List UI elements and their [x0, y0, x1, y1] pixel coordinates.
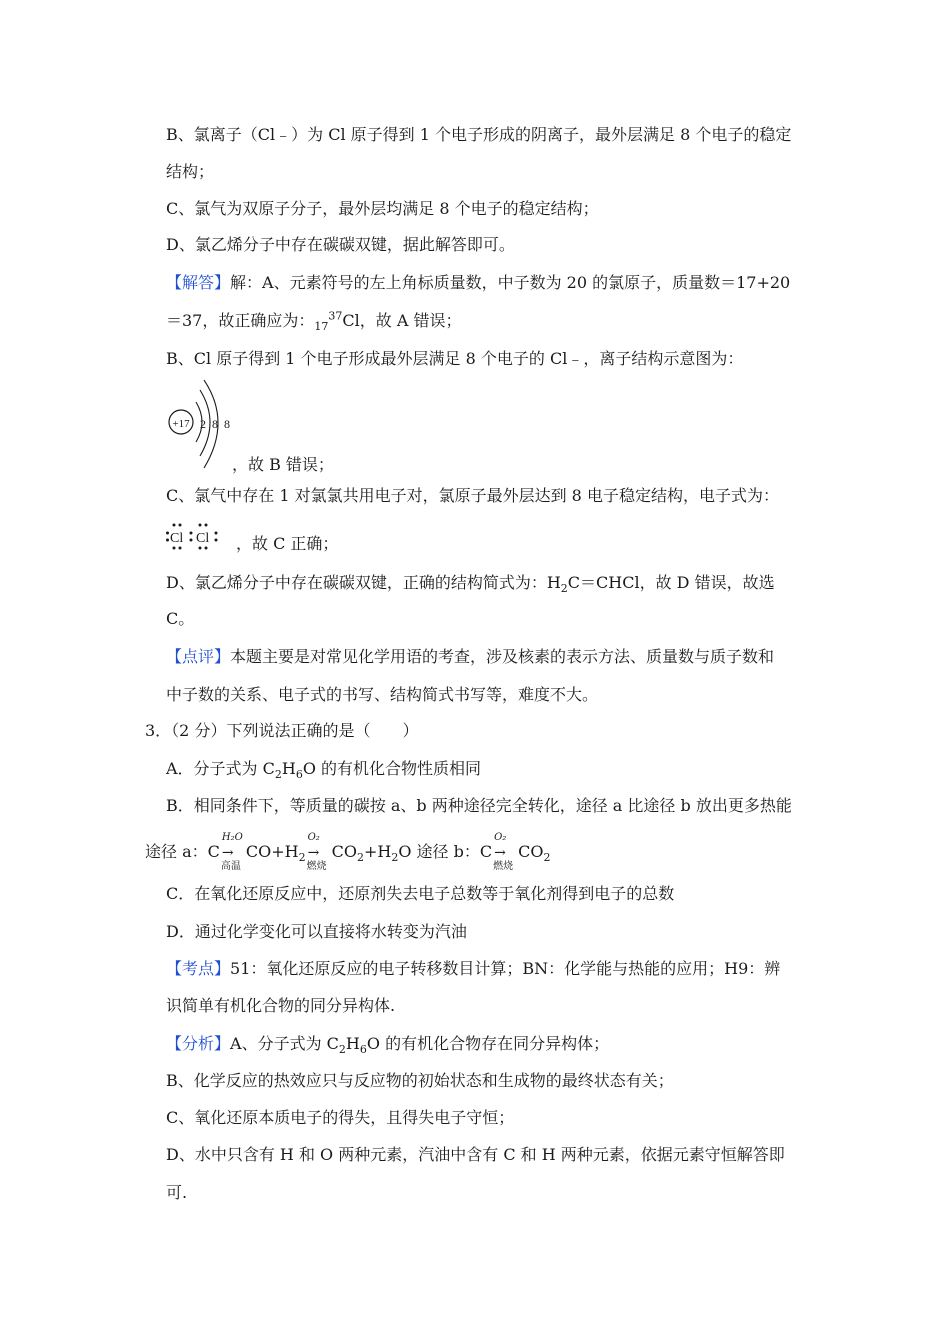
reaction-arrow-1: H₂O → 高温 — [220, 832, 243, 872]
isotope-atomic-number: 17 — [314, 320, 329, 334]
fenxi-line-d-1: D、水中只含有 H 和 O 两种元素，汽油中含有 C 和 H 两种元素，依据元素守恒解答即 — [166, 1145, 785, 1164]
analysis-c: C、氯气为双原子分子，最外层均满足 8 个电子的稳定结构； — [166, 199, 599, 218]
fenxi-line-a: 【分析】A、分子式为 $C_2H_6O$ 的有机化合物存在同分异构体； — [166, 1034, 610, 1057]
kaodian-tag: 【考点】 — [166, 959, 231, 978]
answer-line-2: ＝37，故正确应为：$_{17}^{37}$Cl，故 A 错误； — [166, 309, 462, 334]
shell-electrons-2: 8 — [212, 417, 218, 431]
question-3-reaction-routes: 途径 a：C H₂O → 高温 $CO+H_2$ O₂ → 燃烧 $CO_2+H_2O$ 途径 b：C O₂ → 燃烧 $CO_2$ — [145, 832, 551, 872]
kaodian-line-2: 识简单有机化合物的同分异构体. — [166, 996, 396, 1015]
isotope-mass-number: 37 — [328, 309, 343, 323]
comment-line-1: 【点评】本题主要是对常见化学用语的考查，涉及核素的表示方法、质量数与质子数和 — [166, 647, 775, 666]
reaction-arrow-2: O₂ → 燃烧 — [306, 832, 327, 872]
analysis-b-line-2: 结构； — [166, 162, 215, 181]
answer-d-line-2: C。 — [166, 609, 195, 628]
question-3-option-a: A．分子式为 $C_2H_6O$ 的有机化合物性质相同 — [166, 759, 482, 782]
question-3-option-c: C．在氧化还原反应中，还原剂失去电子总数等于氧化剂得到电子的总数 — [166, 884, 675, 903]
lewis-atom-1: Cl — [170, 531, 184, 546]
shell-electrons-1: 2 — [200, 417, 206, 431]
answer-line-1: 【解答】解：A、元素符号的左上角标质量数，中子数为 20 的氯原子，质量数＝17+20 — [166, 273, 791, 292]
comment-tag: 【点评】 — [166, 647, 231, 666]
fenxi-line-d-2: 可. — [166, 1183, 188, 1202]
fenxi-tag: 【分析】 — [166, 1034, 231, 1053]
reaction-arrow-3: O₂ → 燃烧 — [493, 832, 514, 872]
answer-c: C、氯气中存在 1 对氯氯共用电子对，氯原子最外层达到 8 电子稳定结构，电子式为： — [166, 486, 779, 505]
analysis-d: D、氯乙烯分子中存在碳碳双键，据此解答即可。 — [166, 235, 515, 254]
chloride-ion-structure-diagram — [166, 378, 236, 473]
question-3-option-d: D．通过化学变化可以直接将水转变为汽油 — [166, 922, 467, 941]
chlorine-lewis-structure — [166, 522, 222, 550]
question-3-stem: 3．（2 分）下列说法正确的是（ ） — [145, 721, 419, 740]
answer-tag: 【解答】 — [166, 273, 231, 292]
lewis-atom-2: Cl — [196, 531, 210, 546]
shell-electrons-3: 8 — [224, 417, 230, 431]
analysis-b-line-1: B、氯离子（Cl﹣）为 Cl 原子得到 1 个电子形成的阴离子，最外层满足 8 个电子的稳定 — [166, 125, 792, 144]
answer-d-line-1: D、氯乙烯分子中存在碳碳双键，正确的结构简式为：$H_2C=CHCl$，故 D 错误，故选 — [166, 573, 775, 596]
nucleus-charge: +17 — [172, 418, 190, 430]
question-3-option-b: B．相同条件下，等质量的碳按 a、b 两种途径完全转化，途径 a 比途径 b 放出更多热能 — [166, 796, 792, 815]
fenxi-line-b: B、化学反应的热效应只与反应物的初始状态和生成物的最终状态有关； — [166, 1071, 674, 1090]
kaodian-line-1: 【考点】51：氧化还原反应的电子转移数目计算；BN：化学能与热能的应用；H9：辨 — [166, 959, 781, 978]
answer-c-conclusion: ，故 C 正确； — [236, 534, 339, 553]
answer-b: B、Cl 原子得到 1 个电子形成最外层满足 8 个电子的 Cl﹣，离子结构示意图为： — [166, 349, 744, 368]
fenxi-line-c: C、氧化还原本质电子的得失，且得失电子守恒； — [166, 1108, 515, 1127]
comment-line-2: 中子数的关系、电子式的书写、结构简式书写等，难度不大。 — [166, 685, 599, 704]
answer-b-conclusion: ，故 B 错误； — [232, 455, 334, 474]
